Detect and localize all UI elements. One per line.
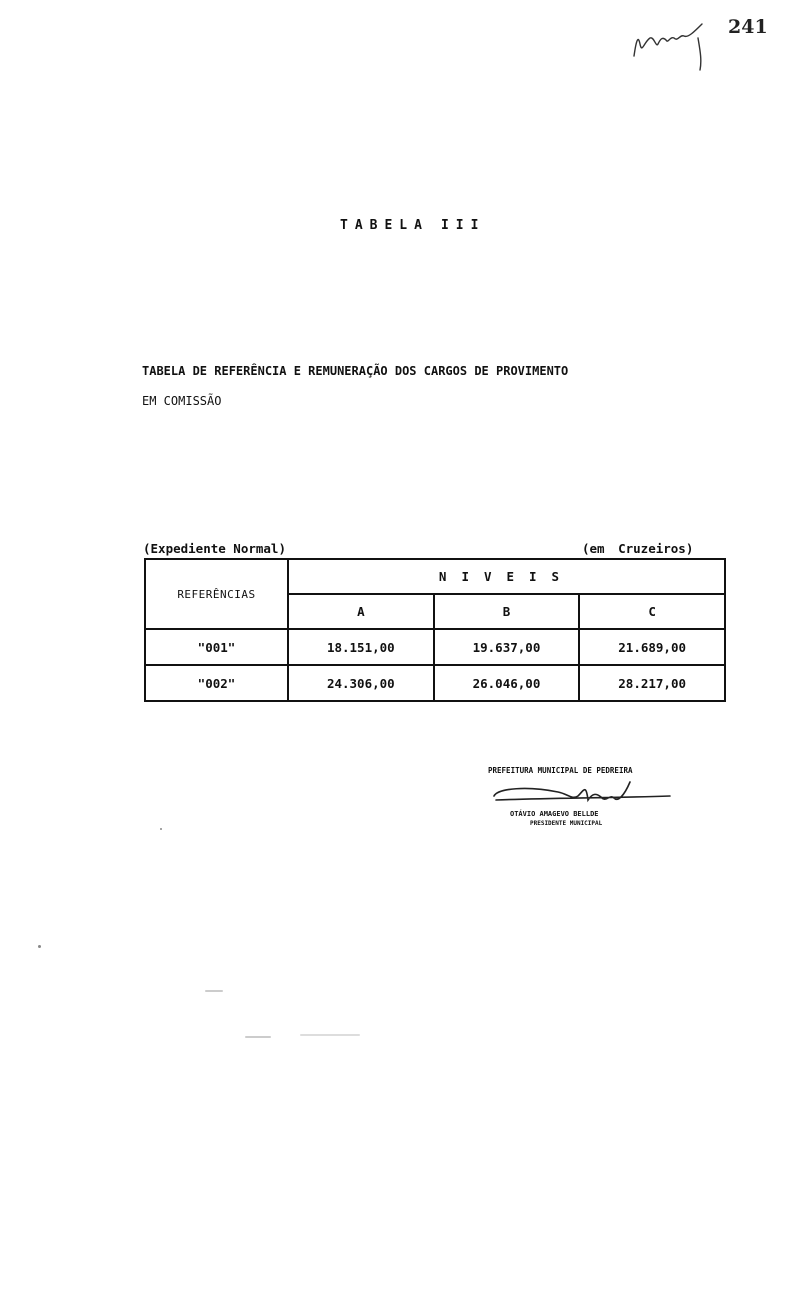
header-level-c: C <box>579 594 725 629</box>
title-word: TABELA <box>340 218 429 233</box>
scan-speck <box>160 828 162 830</box>
header-referencias: REFERÊNCIAS <box>145 559 288 629</box>
table-subtitle <box>142 356 742 416</box>
schedule-caption: (Expediente Normal) <box>143 541 286 556</box>
value-level-a: 18.151,00 <box>288 629 434 665</box>
scan-speck <box>205 990 223 992</box>
row-reference: "001" <box>145 629 288 665</box>
table-row <box>145 629 725 665</box>
handwritten-signature <box>488 774 688 810</box>
value-level-b: 19.637,00 <box>434 629 580 665</box>
title-roman: III <box>440 218 486 233</box>
scan-speck <box>38 945 41 948</box>
scan-speck <box>245 1036 271 1038</box>
subtitle-line-2: EM COMISSÃO <box>142 394 222 408</box>
stamp-name: OTÁVIO AMAGEVO BELLDE <box>510 810 599 818</box>
subtitle-line-1: TABELA DE REFERÊNCIA E REMUNERAÇÃO DOS CARGOS DE PROVIMENTO <box>142 364 569 378</box>
header-level-b: B <box>434 594 580 629</box>
stamp-institution: PREFEITURA MUNICIPAL DE PEDREIRA <box>488 766 633 775</box>
value-level-c: 28.217,00 <box>579 665 725 701</box>
page-number: 241 <box>728 16 768 38</box>
page-title <box>340 218 485 233</box>
row-reference: "002" <box>145 665 288 701</box>
scan-speck <box>300 1034 360 1036</box>
handwritten-initials <box>628 14 723 74</box>
header-niveis: NIVEIS <box>288 559 725 594</box>
value-level-b: 26.046,00 <box>434 665 580 701</box>
remuneration-table <box>144 558 726 702</box>
table-row <box>145 665 725 701</box>
header-level-a: A <box>288 594 434 629</box>
value-level-a: 24.306,00 <box>288 665 434 701</box>
stamp-role: PRESIDENTE MUNICIPAL <box>530 820 603 827</box>
currency-caption: (em Cruzeiros) <box>582 541 694 556</box>
value-level-c: 21.689,00 <box>579 629 725 665</box>
